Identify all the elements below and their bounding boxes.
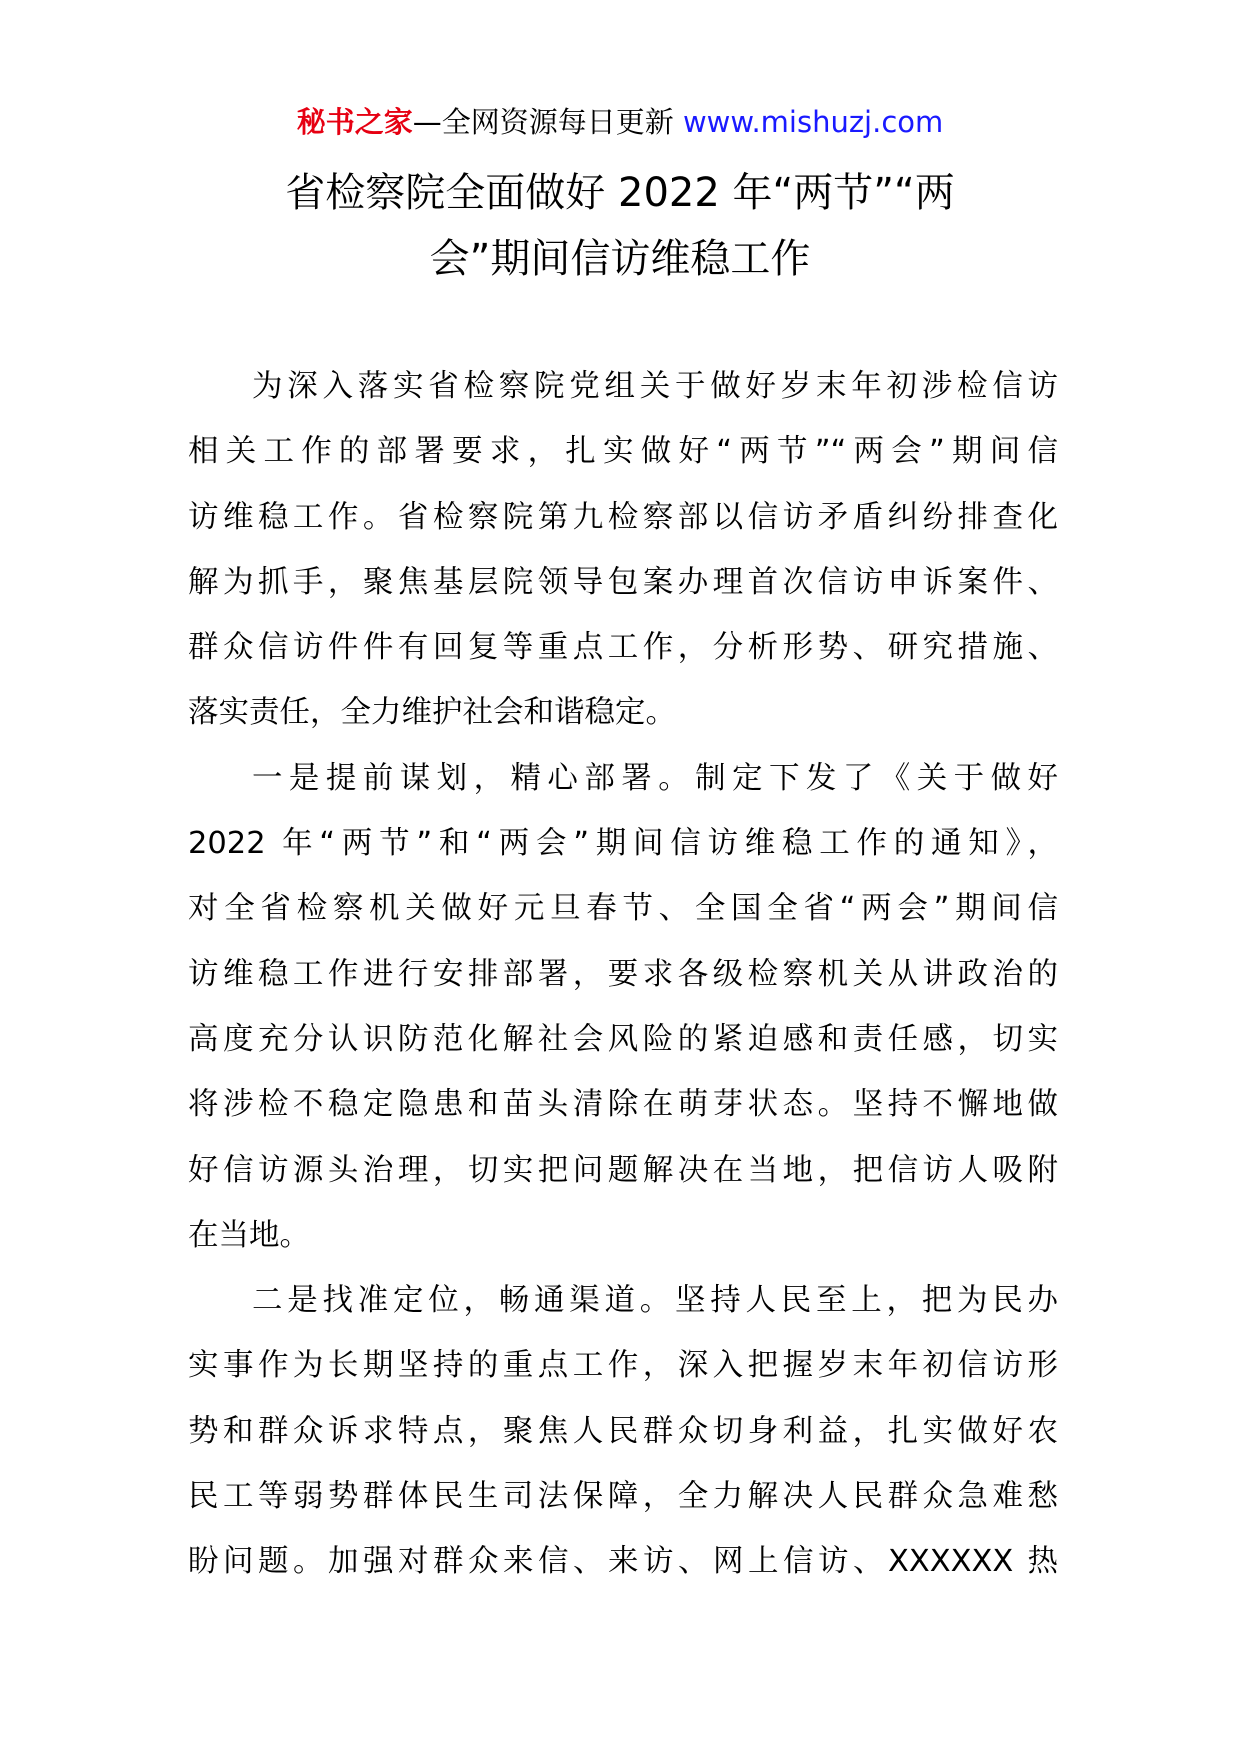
body-line: 高度充分认识防范化解社会风险的紧迫感和责任感，切实 bbox=[188, 1021, 1058, 1057]
body-line: 二是找准定位，畅通渠道。坚持人民至上，把为民办 bbox=[252, 1283, 1058, 1319]
site-url-link[interactable]: www.mishuzj.com bbox=[682, 105, 944, 139]
body-line: 盼问题。加强对群众来信、来访、网上信访、XXXXXX 热 bbox=[188, 1544, 1058, 1580]
body-line: 好信访源头治理，切实把问题解决在当地，把信访人吸附 bbox=[188, 1152, 1058, 1188]
body-line: 势和群众诉求特点，聚焦人民群众切身利益，扎实做好农 bbox=[188, 1413, 1058, 1449]
document-body bbox=[188, 354, 1058, 1595]
body-line: 实事作为长期坚持的重点工作，深入把握岁末年初信访形 bbox=[188, 1348, 1058, 1384]
title-line-1: 省检察院全面做好 2022 年“两节”“两 bbox=[285, 170, 955, 216]
brand-name: 秘书之家 bbox=[296, 105, 413, 139]
body-line: 访维稳工作。省检察院第九检察部以信访矛盾纠纷排查化 bbox=[188, 499, 1058, 535]
body-line: 将涉检不稳定隐患和苗头清除在萌芽状态。坚持不懈地做 bbox=[188, 1087, 1058, 1123]
body-line: 为深入落实省检察院党组关于做好岁末年初涉检信访 bbox=[252, 369, 1058, 404]
body-line: 一是提前谋划，精心部署。制定下发了《关于做好 bbox=[252, 760, 1058, 796]
body-line: 群众信访件件有回复等重点工作，分析形势、研究措施、 bbox=[188, 630, 1058, 666]
document-title bbox=[150, 160, 1090, 292]
title-line-2: 会”期间信访维稳工作 bbox=[429, 236, 811, 282]
body-line: 相关工作的部署要求，扎实做好“两节”“两会”期间信 bbox=[188, 434, 1058, 470]
body-line: 访维稳工作进行安排部署，要求各级检察机关从讲政治的 bbox=[188, 956, 1058, 992]
body-line: 对全省检察机关做好元旦春节、全国全省“两会”期间信 bbox=[188, 891, 1058, 927]
header-tagline: —全网资源每日更新 bbox=[412, 105, 674, 139]
body-line: 落实责任，全力维护社会和谐稳定。 bbox=[188, 695, 676, 731]
body-line: 解为抓手，聚焦基层院领导包案办理首次信访申诉案件、 bbox=[188, 564, 1058, 600]
body-line: 在当地。 bbox=[188, 1217, 310, 1253]
site-header bbox=[0, 100, 1240, 144]
body-line: 民工等弱势群体民生司法保障，全力解决人民群众急难愁 bbox=[188, 1479, 1058, 1515]
body-line: 2022 年“两节”和“两会”期间信访维稳工作的通知》， bbox=[188, 826, 1058, 862]
